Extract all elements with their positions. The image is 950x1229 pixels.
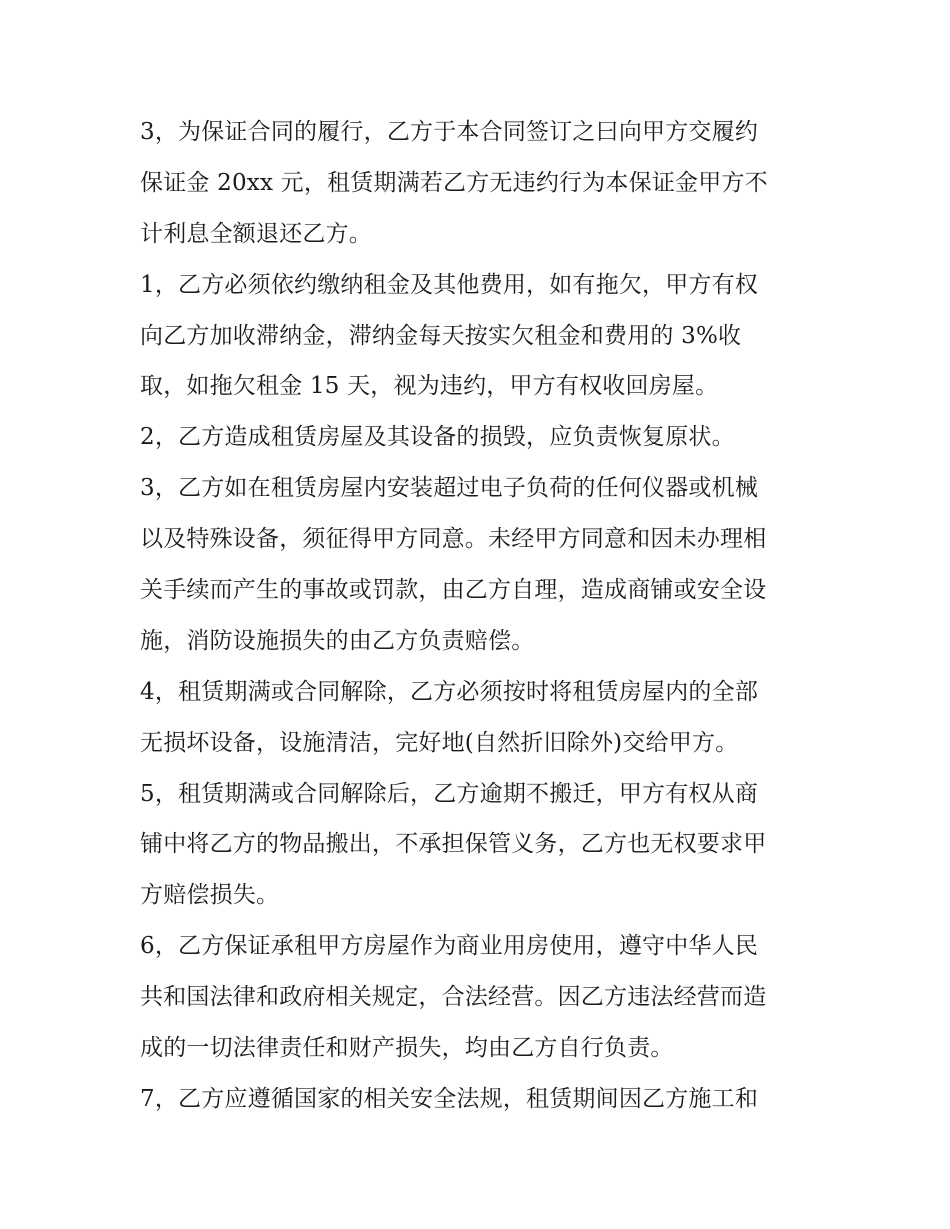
text-line: 铺中将乙方的物品搬出，不承担保管义务，乙方也无权要求甲 [140, 831, 767, 858]
text-line: 关手续而产生的事故或罚款，由乙方自理，造成商铺或安全设 [140, 577, 767, 604]
text-line: 5，租赁期满或合同解除后，乙方逾期不搬迁，甲方有权从商 [140, 780, 759, 807]
document-body [140, 107, 820, 1125]
text-line: 1，乙方必须依约缴纳租金及其他费用，如有拖欠，甲方有权 [140, 271, 759, 298]
text-line: 2，乙方造成租赁房屋及其设备的损毁，应负责恢复原状。 [140, 424, 735, 451]
text-line: 7，乙方应遵循国家的相关安全法规，租赁期间因乙方施工和 [140, 1085, 759, 1112]
text-line: 成的一切法律责任和财产损失，均由乙方自行负责。 [140, 1035, 674, 1062]
text-line: 6，乙方保证承租甲方房屋作为商业用房使用，遵守中华人民 [140, 933, 759, 960]
text-line: 无损坏设备，设施清洁，完好地(自然折旧除外)交给甲方。 [140, 729, 739, 756]
text-line: 3，乙方如在租赁房屋内安装超过电子负荷的任何仪器或机械 [140, 475, 759, 502]
text-line: 保证金 20xx 元，租赁期满若乙方无违约行为本保证金甲方不 [140, 169, 768, 196]
text-line: 方赔偿损失。 [140, 882, 280, 909]
text-line: 取，如拖欠租金 15 天，视为违约，甲方有权收回房屋。 [140, 373, 719, 400]
text-line: 4，租赁期满或合同解除，乙方必须按时将租赁房屋内的全部 [140, 678, 759, 705]
text-line: 施，消防设施损失的由乙方负责赔偿。 [140, 627, 535, 654]
text-line: 共和国法律和政府相关规定，合法经营。因乙方违法经营而造 [140, 984, 767, 1011]
text-line: 向乙方加收滞纳金，滞纳金每天按实欠租金和费用的 3%收 [140, 322, 742, 349]
text-line: 3，为保证合同的履行，乙方于本合同签订之曰向甲方交履约 [140, 119, 759, 145]
text-line: 计利息全额退还乙方。 [140, 220, 372, 247]
text-line: 以及特殊设备，须征得甲方同意。未经甲方同意和因未办理相 [140, 526, 767, 553]
